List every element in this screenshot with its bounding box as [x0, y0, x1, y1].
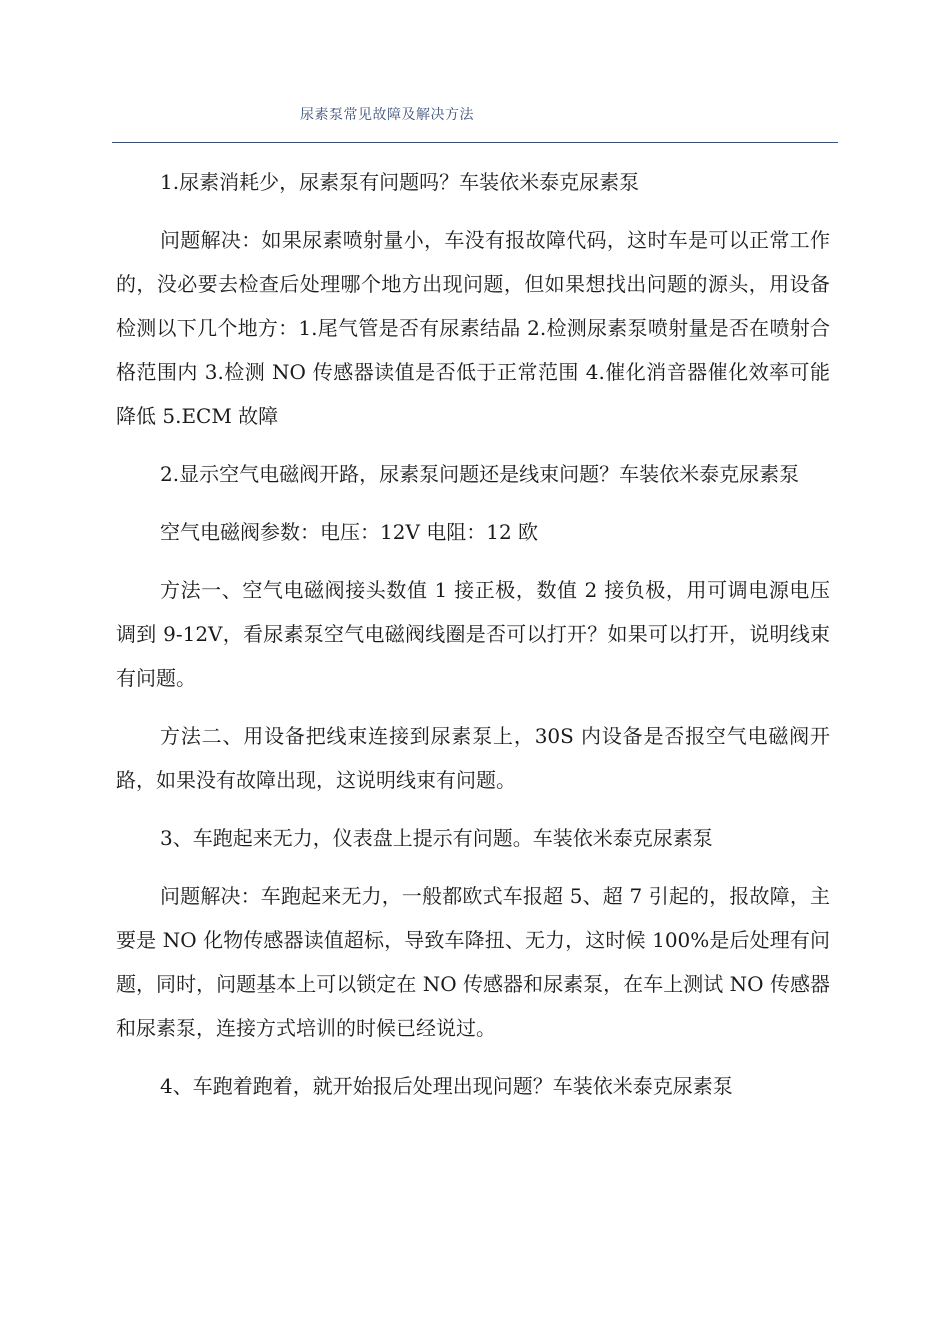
- solenoid-parameters: 空气电磁阀参数：电压：12V 电阻：12 欧: [160, 520, 539, 544]
- question-4-heading: 4、车跑着跑着，就开始报后处理出现问题？车装依米泰克尿素泵: [160, 1074, 733, 1098]
- header-divider: [112, 142, 838, 143]
- answer-3-paragraph: 问题解决：车跑起来无力，一般都欧式车报超 5、超 7 引起的，报故障，主要是 NO 化物传感器读值超标，导致车降扭、无力，这时候 100%是后处理有问题，同时，问题基本上可以锁定在 NO 传感器和尿素泵，在车上测试 NO 传感器和尿素泵，连接方式培训的时候已经说过。: [116, 884, 830, 1040]
- answer-1-paragraph: 问题解决：如果尿素喷射量小，车没有报故障代码，这时车是可以正常工作的，没必要去检查后处理哪个地方出现问题，但如果想找出问题的源头，用设备检测以下几个地方：1.尾气管是否有尿素结晶 2.检测尿素泵喷射量是否在喷射合格范围内 3.检测 NO 传感器读值是否低于正常范围 4.催化消音器催化效率可能降低 5.ECM 故障: [116, 228, 830, 428]
- page-header-title: 尿素泵常见故障及解决方法: [300, 107, 474, 123]
- question-2-heading: 2.显示空气电磁阀开路，尿素泵问题还是线束问题？车装依米泰克尿素泵: [160, 462, 800, 486]
- question-1-heading: 1.尿素消耗少，尿素泵有问题吗？车装依米泰克尿素泵: [160, 170, 640, 194]
- method-2-paragraph: 方法二、用设备把线束连接到尿素泵上，30S 内设备是否报空气电磁阀开路，如果没有故障出现，这说明线束有问题。: [116, 724, 830, 792]
- question-3-heading: 3、车跑起来无力，仪表盘上提示有问题。车装依米泰克尿素泵: [160, 826, 713, 850]
- method-1-paragraph: 方法一、空气电磁阀接头数值 1 接正极，数值 2 接负极，用可调电源电压调到 9-12V，看尿素泵空气电磁阀线圈是否可以打开？如果可以打开，说明线束有问题。: [116, 578, 830, 690]
- document-body: [116, 160, 830, 1122]
